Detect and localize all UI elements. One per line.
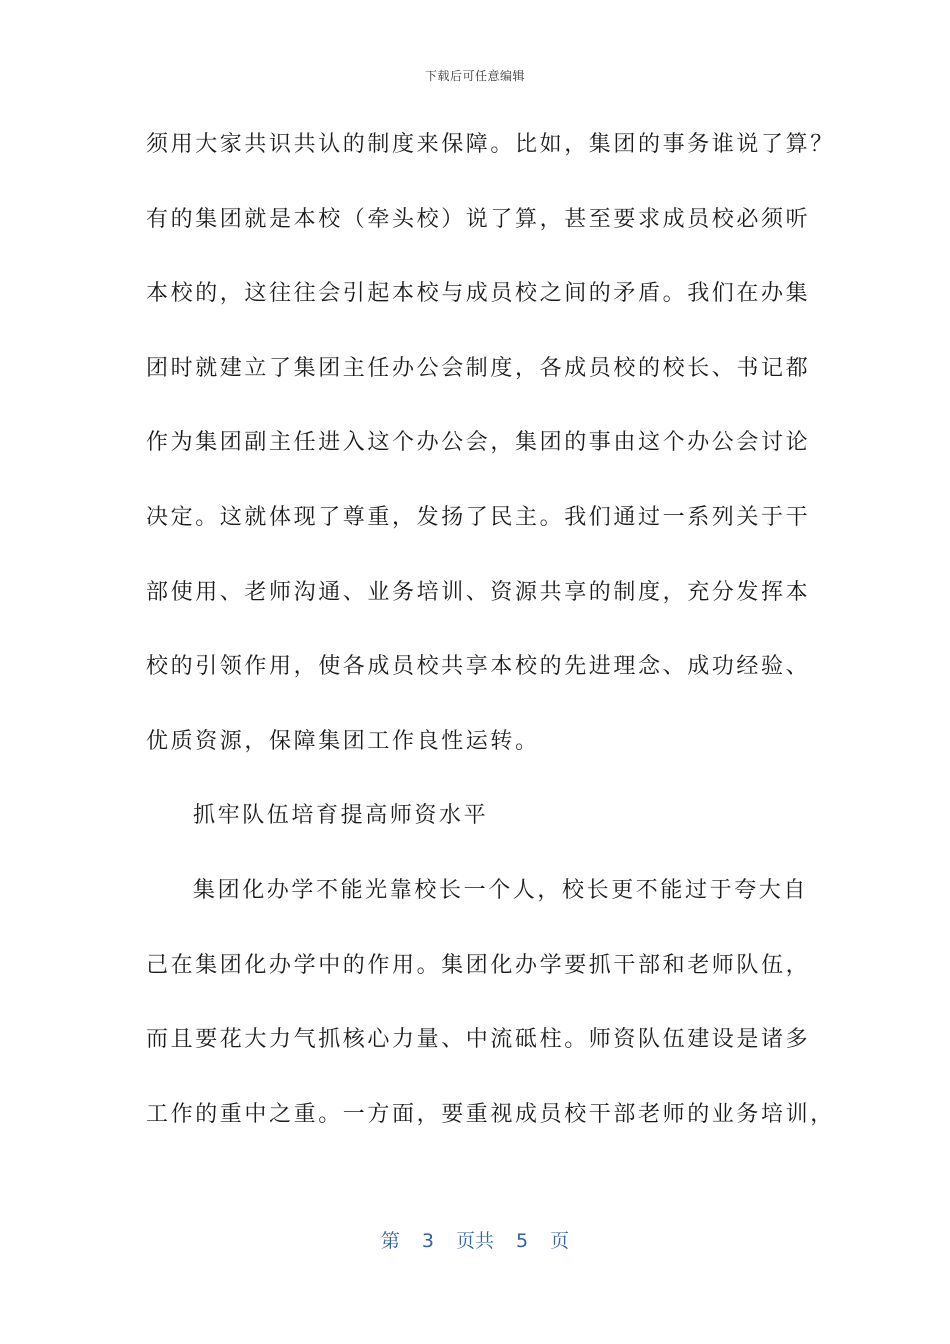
paragraph-line: 作为集团副主任进入这个办公会，集团的事由这个办公会讨论: [146, 430, 811, 456]
paragraph-line: 部使用、老师沟通、业务培训、资源共享的制度，充分发挥本: [146, 579, 811, 605]
total-pages-number: 5: [516, 1230, 529, 1252]
document-body: [146, 117, 835, 1161]
paragraph-line: 须用大家共识共认的制度来保障。比如，集团的事务谁说了算？: [146, 132, 835, 157]
paragraph-line: 团时就建立了集团主任办公会制度，各成员校的校长、书记都: [146, 355, 811, 381]
paragraph-line: 集团化办学不能光靠校长一个人，校长更不能过于夸大自: [193, 877, 809, 903]
paragraph-line: 本校的，这往往会引起本校与成员校之间的矛盾。我们在办集: [146, 281, 811, 307]
header-note: 下载后可任意编辑: [424, 69, 525, 83]
page-footer: [0, 1226, 950, 1253]
paragraph-line: 己在集团化办学中的作用。集团化办学要抓干部和老师队伍，: [146, 952, 811, 978]
paragraph-line: 工作的重中之重。一方面，要重视成员校干部老师的业务培训，: [146, 1101, 835, 1127]
paragraph-line: 校的引领作用，使各成员校共享本校的先进理念、成功经验、: [146, 654, 811, 680]
footer-suffix: 页: [550, 1230, 570, 1252]
paragraph-line: 有的集团就是本校（牵头校）说了算，甚至要求成员校必须听: [146, 206, 811, 232]
footer-middle: 页共: [455, 1230, 494, 1252]
section-heading: 抓牢队伍培育提高师资水平: [193, 803, 489, 829]
paragraph-line: 优质资源，保障集团工作良性运转。: [146, 728, 540, 754]
current-page-number: 3: [421, 1230, 434, 1252]
footer-prefix: 第: [380, 1230, 400, 1252]
paragraph-line: 决定。这就体现了尊重，发扬了民主。我们通过一系列关于干: [146, 504, 811, 530]
paragraph-line: 而且要花大力气抓核心力量、中流砥柱。师资队伍建设是诸多: [146, 1027, 811, 1053]
